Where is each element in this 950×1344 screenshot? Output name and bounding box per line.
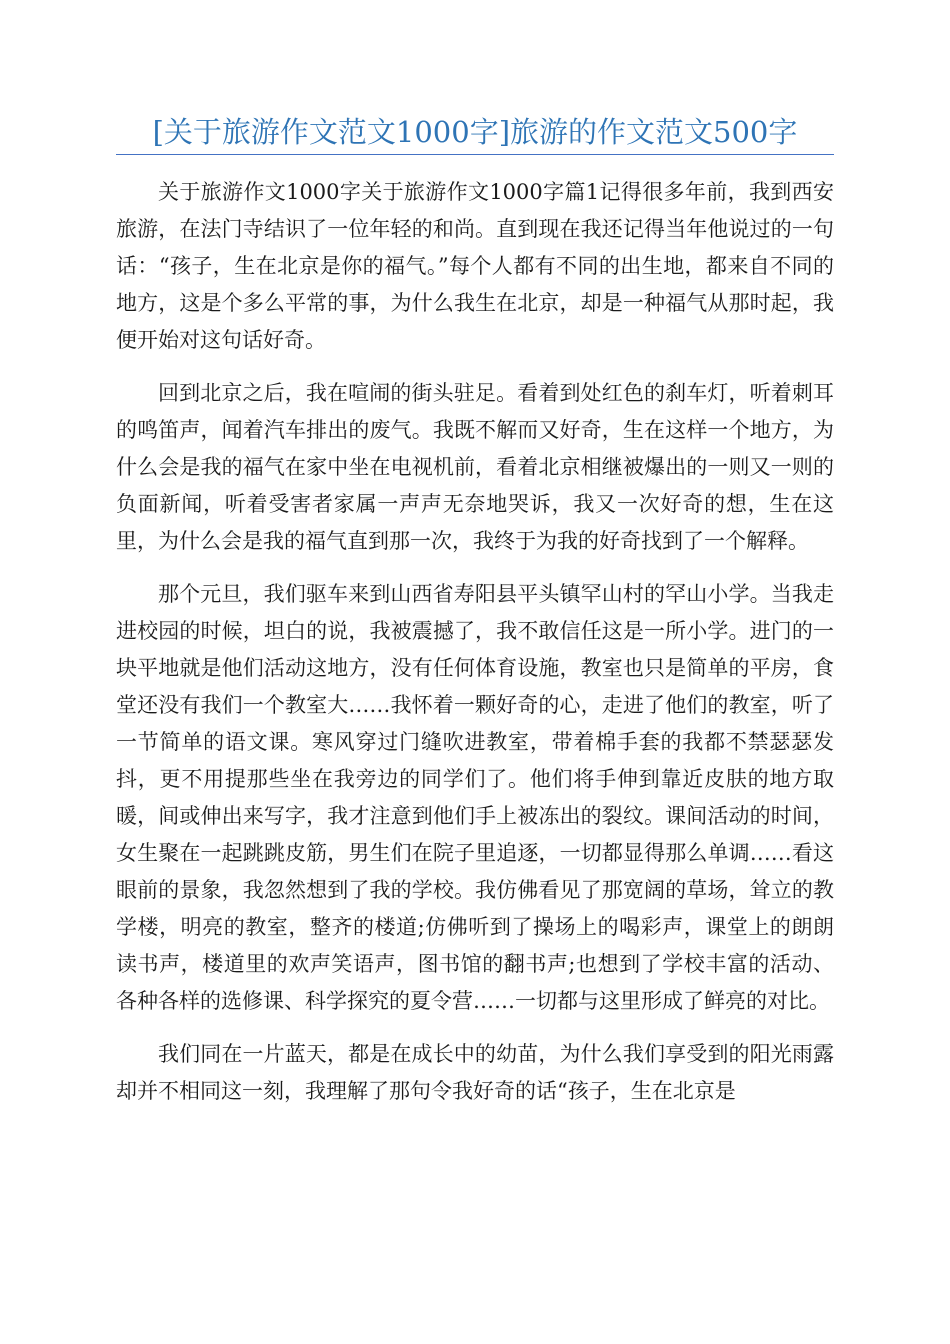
document-title: [关于旅游作文范文1000字]旅游的作文范文500字	[152, 115, 798, 149]
document-body	[116, 174, 834, 1126]
paragraph-3: 那个元旦，我们驱车来到山西省寿阳县平头镇罕山村的罕山小学。当我走进校园的时候，坦白的说，我被震撼了，我不敢信任这是一所小学。进门的一块平地就是他们活动这地方，没有任何体育设施，教室也只是简单的平房，食堂还没有我们一个教室大……我怀着一颗好奇的心，走进了他们的教室，听了一节简单的语文课。寒风穿过门缝吹进教室，带着棉手套的我都不禁瑟瑟发抖，更不用提那些坐在我旁边的同学们了。他们将手伸到靠近皮肤的地方取暖，间或伸出来写字，我才注意到他们手上被冻出的裂纹。课间活动的时间，女生聚在一起跳跳皮筋，男生们在院子里追逐，一切都显得那么单调……看这眼前的景象，我忽然想到了我的学校。我仿佛看见了那宽阔的草场，耸立的教学楼，明亮的教室，整齐的楼道;仿佛听到了操场上的喝彩声，课堂上的朗朗读书声，楼道里的欢声笑语声，图书馆的翻书声;也想到了学校丰富的活动、各种各样的选修课、科学探究的夏令营……一切都与这里形成了鲜亮的对比。	[116, 582, 834, 1013]
title-underline	[116, 154, 834, 155]
paragraph-2: 回到北京之后，我在喧闹的街头驻足。看着到处红色的刹车灯，听着刺耳的鸣笛声，闻着汽车排出的废气。我既不解而又好奇，生在这样一个地方，为什么会是我的福气在家中坐在电视机前，看着北京相继被爆出的一则又一则的负面新闻，听着受害者家属一声声无奈地哭诉，我又一次好奇的想，生在这里，为什么会是我的福气直到那一次，我终于为我的好奇找到了一个解释。	[116, 381, 834, 553]
paragraph-1: 关于旅游作文1000字关于旅游作文1000字篇1记得很多年前，我到西安旅游，在法门寺结识了一位年轻的和尚。直到现在我还记得当年他说过的一句话：“孩子，生在北京是你的福气。”每个人都有不同的出生地，都来自不同的地方，这是个多么平常的事，为什么我生在北京，却是一种福气从那时起，我便开始对这句话好奇。	[116, 180, 834, 352]
paragraph-4: 我们同在一片蓝天，都是在成长中的幼苗，为什么我们享受到的阳光雨露却并不相同这一刻，我理解了那句令我好奇的话“孩子，生在北京是	[116, 1042, 834, 1103]
